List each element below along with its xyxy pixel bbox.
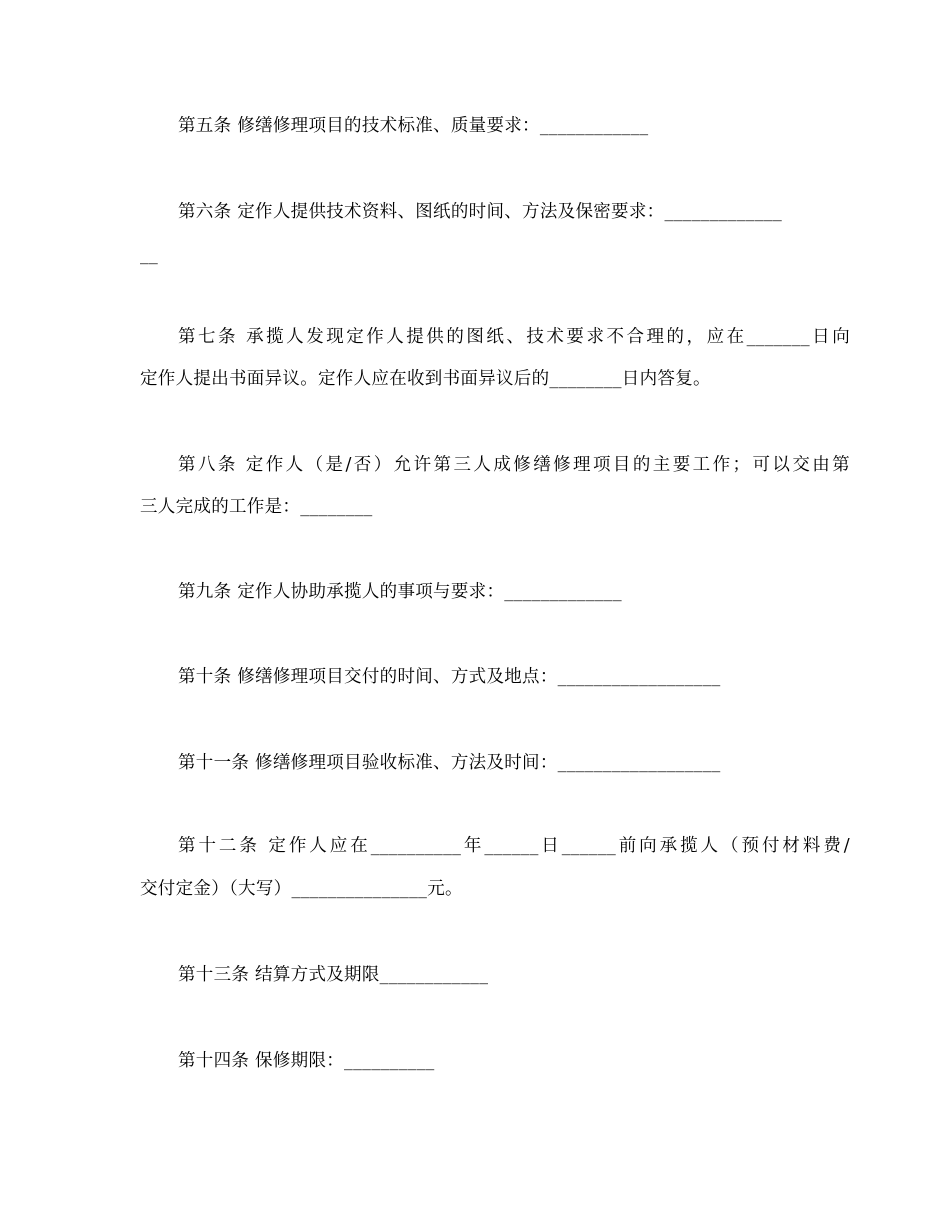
article-6-line: 第六条 定作人提供技术资料、图纸的时间、方法及保密要求：_____________ <box>178 202 783 222</box>
article-7-line-1: 第七条 承揽人发现定作人提供的图纸、技术要求不合理的，应在_______日向 <box>178 327 850 347</box>
article-11-line: 第十一条 修缮修理项目验收标准、方法及时间：__________________ <box>178 753 721 773</box>
article-13-line: 第十三条 结算方式及期限____________ <box>178 965 489 985</box>
article-8-line-1: 第八条 定作人（是/否）允许第三人成修缮修理项目的主要工作；可以交由第 <box>178 455 850 475</box>
article-14-line: 第十四条 保修期限：__________ <box>178 1051 435 1071</box>
article-10-line: 第十条 修缮修理项目交付的时间、方式及地点：__________________ <box>178 667 721 687</box>
article-12-line-2: 交付定金）（大写）_______________元。 <box>140 879 463 899</box>
article-9-line: 第九条 定作人协助承揽人的事项与要求：_____________ <box>178 582 622 602</box>
article-5-line: 第五条 修缮修理项目的技术标准、质量要求：____________ <box>178 116 649 136</box>
article-8-line-2: 三人完成的工作是：________ <box>140 497 373 517</box>
article-7-line-2: 定作人提出书面异议。定作人应在收到书面异议后的________日内答复。 <box>140 369 711 389</box>
article-12-line-1: 第十二条 定作人应在__________年______日______前向承揽人（预付材料费/ <box>178 836 850 856</box>
article-6-continuation: __ <box>140 245 159 265</box>
